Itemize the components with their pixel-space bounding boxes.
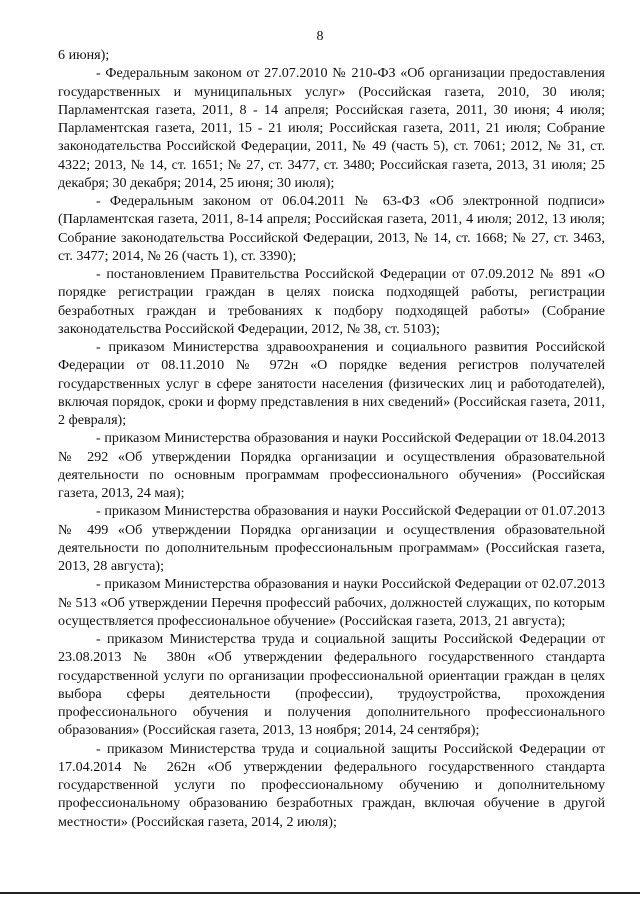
paragraph-order-262n: - приказом Министерства труда и социальной защиты Российской Федерации от 17.04.2014 № 262н «Об утверждении федерального государственного стандарта государственной услуги по профессиональному обучению и дополнительному профессиональному образованию безработных граждан, включая обучение в другой местности» (Российская газета, 2014, 2 июля); bbox=[58, 740, 605, 830]
paragraph-federal-law-63: - Федеральным законом от 06.04.2011 № 63-ФЗ «Об электронной подписи» (Парламентская газета, 2011, 8-14 апреля; Российская газета, 2011, 4 июля; 2012, 13 июля; Собрание законодательства Российской Федерации, 2013, № 14, ст. 1668; № 27, ст. 3463, ст. 3477; 2014, № 26 (часть 1), ст. 3390); bbox=[58, 193, 605, 264]
bottom-rule bbox=[0, 892, 640, 894]
paragraph-order-292: - приказом Министерства образования и науки Российской Федерации от 18.04.2013 № 292 «Об утверждении Порядка организации и осуществления образовательной деятельности по основным программам профессионального обучения» (Российская газета, 2013, 24 мая); bbox=[58, 430, 605, 501]
document-body bbox=[58, 46, 605, 831]
paragraph-federal-law-210: - Федеральным законом от 27.07.2010 № 210-ФЗ «Об организации предоставления государственных и муниципальных услуг» (Российская газета, 2010, 30 июля; Парламентская газета, 2011, 8 - 14 апреля; Российская газета, 2011, 30 июня; 4 июля; Парламентская газета, 2011, 15 - 21 июля; Российская газета, 2011, 21 июля; Собрание законодательства Российской Федерации, 2011, № 49 (часть 5), ст. 7061; 2012, № 31, ст. 4322; 2013, № 14, ст. 1651; № 27, ст. 3477, ст. 3480; Российская газета, 2013, 31 июля; 25 декабря; 30 декабря; 2014, 25 июня; 30 июля); bbox=[58, 65, 605, 191]
paragraph-order-513: - приказом Министерства образования и науки Российской Федерации от 02.07.2013 № 513 «Об утверждении Перечня профессий рабочих, должностей служащих, по которым осуществляется профессиональное обучение» (Российская газета, 2013, 21 августа); bbox=[58, 576, 605, 629]
paragraph-order-499: - приказом Министерства образования и науки Российской Федерации от 01.07.2013 № 499 «Об утверждении Порядка организации и осуществления образовательной деятельности по дополнительным профессиональным программам» (Российская газета, 2013, 28 августа); bbox=[58, 503, 605, 574]
paragraph-continuation: 6 июня); bbox=[58, 47, 110, 63]
paragraph-government-decree-891: - постановлением Правительства Российской Федерации от 07.09.2012 № 891 «О порядке регистрации граждан в целях поиска подходящей работы, регистрации безработных граждан и требованиях к подбору подходящей работы» (Собрание законодательства Российской Федерации, 2012, № 38, ст. 5103); bbox=[58, 266, 605, 337]
paragraph-order-380n: - приказом Министерства труда и социальной защиты Российской Федерации от 23.08.2013 № 380н «Об утверждении федерального государственного стандарта государственной услуги по организации профессиональной ориентации граждан в целях выбора сферы деятельности (профессии), трудоустройства, прохождения профессионального обучения и получения дополнительного профессионального образования» (Российская газета, 2013, 13 ноября; 2014, 24 сентября); bbox=[58, 631, 605, 739]
page-number: 8 bbox=[316, 29, 324, 44]
paragraph-order-972n: - приказом Министерства здравоохранения и социального развития Российской Федерации от 08.11.2010 № 972н «О порядке ведения регистров получателей государственных услуг в сфере занятости населения (физических лиц и работодателей), включая порядок, сроки и форму представления в них сведений» (Российская газета, 2011, 2 февраля); bbox=[58, 339, 605, 428]
